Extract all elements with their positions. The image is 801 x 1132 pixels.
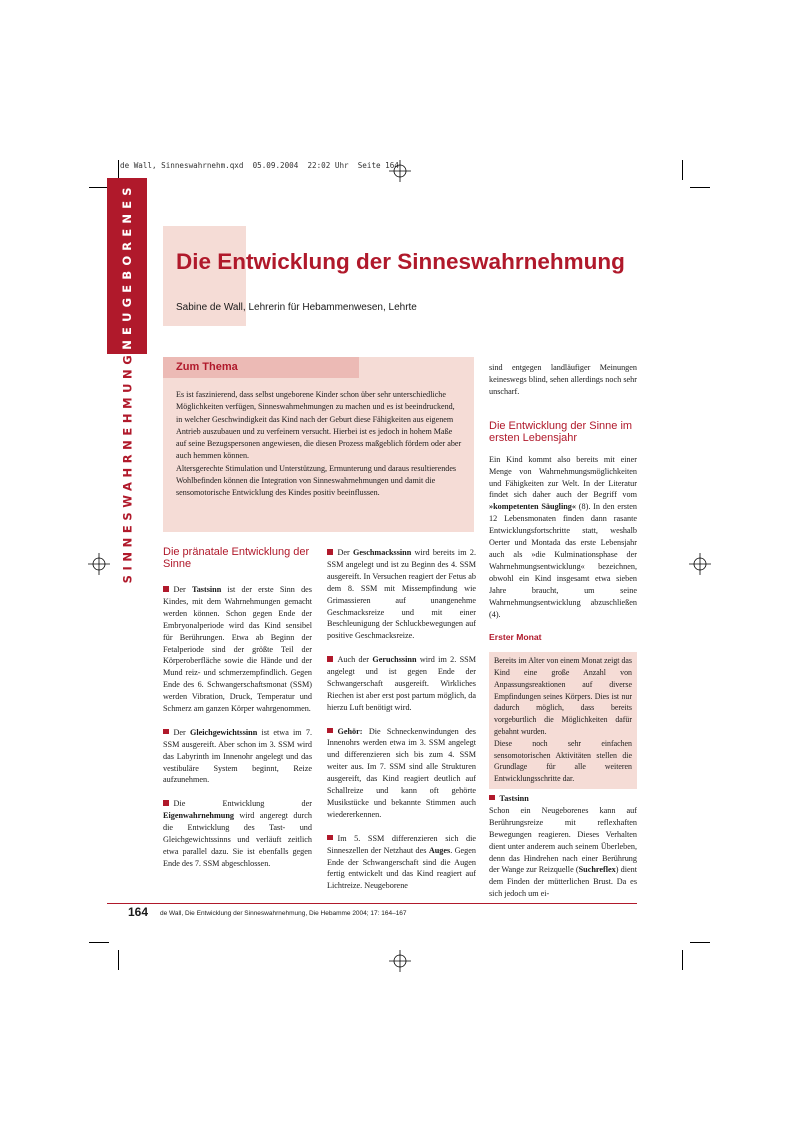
paragraph: Ein Kind kommt also bereits mit einer Menge von Wahrnehmungsmöglichkeiten und Fähigkeiten zur Welt. In der Literatur findet sich daher auch der Begriff vom »kompetenten Säugling« (8). In den ersten 12 Lebensmonaten finden dann rasante Entwicklungsfortschritte statt, weshalb Oerter und Montada das erste Lebensjahr auch als »die Kulminationsphase der Wahrnehmungsentwicklung« bezeichnen, obwohl ein Kind insgesamt etwa sieben Jahre braucht, um seine Wahrnehmungsentwicklung abzuschließen (4). xyxy=(489,454,637,619)
highlight-box: Bereits im Alter von einem Monat zeigt das Kind eine große Anzahl von Anpassungsreaktionen auf diverse Empfindungen seines Körpers. Dies ist nur dadurch möglich, dass bereits vorgeburtlich die Möglichkeiten dafür gebahnt wurden. Diese noch sehr einfachen sensomotorischen Aktivitäten stellen die Grundlage für alle weiteren Entwicklungsschritte dar. xyxy=(489,652,637,789)
paragraph: Der Gleichgewichtssinn ist etwa im 7. SSM ausgereift. Aber schon im 3. SSM wird das Labyrinth im Innenohr angelegt und das vestibuläre System beginnt, Reize aufzunehmen. xyxy=(163,727,312,785)
bullet-square-icon xyxy=(489,795,495,801)
paragraph: Der Geschmackssinn wird bereits im 2. SSM angelegt und ist zu Beginn des 4. SSM ausgereift. In Versuchen reagiert der Fetus ab dem 8. SSM mit Missempfindung wie Grimassieren auf unangenehme Geschmacksreize und mit einer Beschleunigung der Schluckbewegungen auf positive Geschmacksreize. xyxy=(327,548,476,641)
print-slug: de Wall, Sinneswahrnehm.qxd 05.09.2004 22:02 Uhr Seite 164 xyxy=(120,161,399,170)
subsection-heading: Erster Monat xyxy=(489,632,542,643)
crop-mark xyxy=(89,942,109,943)
bullet-square-icon xyxy=(327,549,333,555)
crop-mark xyxy=(89,187,109,188)
paragraph: Die Entwicklung der Eigenwahrnehmung wird angeregt durch die Entwicklung des Tast- und Gleichgewichtssinns und verläuft zeitlich etwa parallel dazu. Sie ist ebenfalls gegen Ende des 7. SSM abgeschlossen. xyxy=(163,799,312,868)
paragraph: Der Tastsinn ist der erste Sinn des Kindes, mit dem Wahrnehmungen gemacht werden können. Schon gegen Ende der Embryonalperiode wird das Kind sensibel für Berührungen. Etwa ab Beginn der Fetalperiode sind der größte Teil der Körperoberfläche sowie die Hände und der Mund reiz- und schmerzempfindlich. Gegen Ende des 6. Schwangerschaftsmonat (SSM) werden Vibration, Druck, Temperatur und Schmerz am ganzen Körper wahrgenommen. xyxy=(163,585,312,714)
paragraph: Gehör: Die Schneckenwindungen des Innenohrs werden etwa im 3. SSM angelegt und differenzieren sich bis zum 4. SSM weiter aus. Im 7. SSM sind alle Strukturen ausgereift, das Kind reagiert deutlich auf Schallreize und kann oft gehörte Musikstücke und bekannte Stimmen auch wiedererkennen. xyxy=(327,726,476,819)
registration-mark-icon xyxy=(389,160,411,182)
paragraph: Tastsinn Schon ein Neugeborenes kann auf Berührungsreize mit reflexhaften Bewegungen reagieren. Dieses Verhalten dient unter anderem auch seinem Überleben, denn das Hindrehen nach einer Berührung der Wange zur Reizquelle (Suchreflex) dient dem Finden der mütterlichen Brust. Da es sich jedoch um ei- xyxy=(489,793,637,899)
bullet-square-icon xyxy=(327,656,333,662)
column-2 xyxy=(327,547,476,904)
side-label: SINNESWAHRNEHMUNG xyxy=(120,350,134,584)
bullet-square-icon xyxy=(327,728,333,734)
crop-mark xyxy=(118,160,119,180)
zum-thema-heading: Zum Thema xyxy=(163,357,359,378)
page-number: 164 xyxy=(128,905,149,919)
paragraph: Im 5. SSM differenzieren sich die Sinneszellen der Netzhaut des Auges. Gegen Ende der Schwangerschaft sind die Augen fertig entwickelt und das Kind reagiert auf Lichtreize. Neugeborene xyxy=(327,833,476,891)
bullet-square-icon xyxy=(327,835,333,841)
registration-mark-icon xyxy=(389,950,411,972)
crop-mark xyxy=(690,942,710,943)
author-line: Sabine de Wall, Lehrerin für Hebammenwesen, Lehrte xyxy=(176,302,417,313)
section-heading: Die Entwicklung der Sinne im ersten Lebensjahr xyxy=(489,419,633,444)
registration-mark-icon xyxy=(689,553,711,575)
paragraph: Auch der Geruchssinn wird im 2. SSM angelegt und ist gegen Ende der Schwangerschaft ausgereift. Wirkliches Riechen ist aber erst post partum möglich, da hierzu Luft benötigt wird. xyxy=(327,655,476,712)
crop-mark xyxy=(118,950,119,970)
article-title: Die Entwicklung der Sinneswahrnehmung xyxy=(176,249,625,274)
column-1 xyxy=(163,546,312,882)
section-heading: Die pränatale Entwicklung der Sinne xyxy=(163,546,310,570)
bullet-square-icon xyxy=(163,729,169,735)
crop-mark xyxy=(682,950,683,970)
footer-citation: de Wall, Die Entwicklung der Sinneswahrnehmung, Die Hebamme 2004; 17: 164–167 xyxy=(160,910,407,917)
crop-mark xyxy=(682,160,683,180)
crop-mark xyxy=(690,187,710,188)
column-3 xyxy=(489,362,637,900)
footer-rule xyxy=(107,903,637,904)
zum-thema-text: Es ist faszinierend, dass selbst ungeborene Kinder schon über sehr unterschiedliche Möglichkeiten verfügen, Sinneswahrnehmungen zu machen und es ist beeindruckend, in welcher Geschwindigkeit das Kind nach der Geburt diese Fähigkeiten aus eigenem Antrieb auszubauen und zu verfeinern versucht. Hierbei ist es jedoch in hohem Maße auf seine Bezugspersonen angewiesen, die diesen Prozess maßgeblich fördern oder aber auch hemmen können. Altersgerechte Stimulation und Unterstützung, Ermunterung und daraus resultierendes Wohlbefinden können die Integration von Sinneswahrnehmungen und damit die sensomotorische Entwicklung des Kindes positiv beeinflussen. xyxy=(176,390,462,498)
bullet-square-icon xyxy=(163,586,169,592)
section-label: NEUGEBORENES xyxy=(120,182,134,350)
paragraph: sind entgegen landläufiger Meinungen keineswegs blind, sehen allerdings noch sehr unscharf. xyxy=(489,363,637,396)
bullet-square-icon xyxy=(163,800,169,806)
